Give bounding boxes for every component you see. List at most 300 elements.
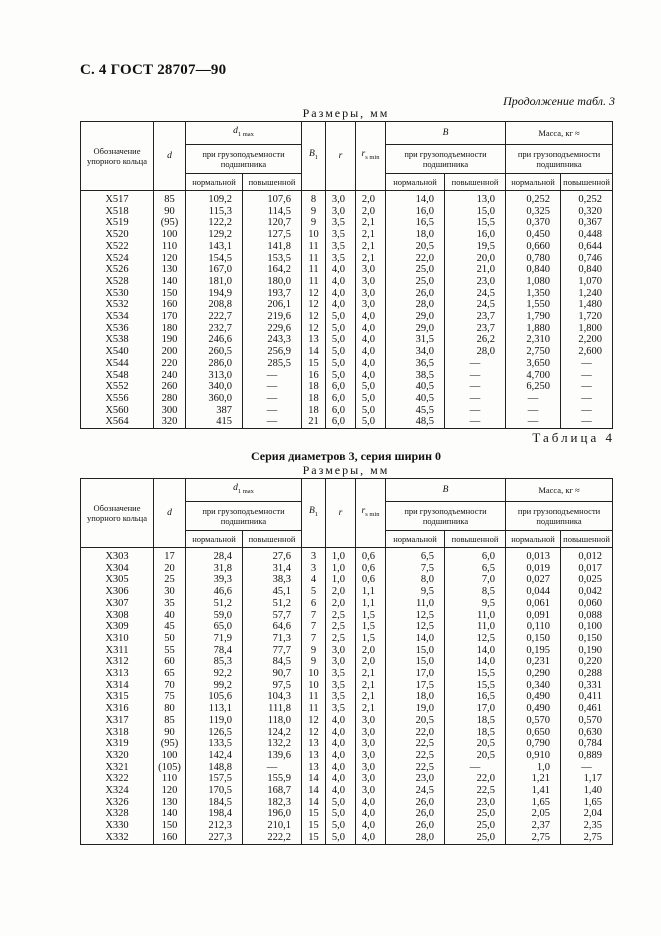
cell-d1-increased: 210,1 [243,820,302,832]
cell-d1-normal: 126,5 [186,727,243,739]
cell-designation: Х536 [81,323,154,335]
cell-b1: 14 [302,773,326,785]
cell-b1: 12 [302,311,326,323]
cell-designation: Х522 [81,241,154,253]
table-row [81,288,613,300]
cell-d: 190 [154,334,186,346]
cell-b-increased: 15,5 [445,217,506,229]
cell-designation: Х328 [81,808,154,820]
cell-b1: 9 [302,645,326,657]
cell-rs-min: 2,1 [356,253,386,265]
cell-rs-min: 3,0 [356,750,386,762]
cell-b1: 13 [302,750,326,762]
cell-r: 3,5 [326,229,356,241]
cell-mass-increased: 0,840 [561,264,613,276]
cell-d1-increased: 256,9 [243,346,302,358]
table-row [81,656,613,668]
table-row [81,548,613,563]
cell-designation: Х312 [81,656,154,668]
cell-b-normal: 29,0 [386,323,445,335]
cell-b-increased: 15,5 [445,680,506,692]
cell-b-normal: 18,0 [386,229,445,241]
cell-d: 90 [154,206,186,218]
cell-mass-normal: 1,21 [506,773,561,785]
cell-d1-increased: 193,7 [243,288,302,300]
cell-mass-increased: 0,320 [561,206,613,218]
cell-designation: Х316 [81,703,154,715]
cell-r: 6,0 [326,405,356,417]
cell-b1: 18 [302,381,326,393]
cell-designation: Х326 [81,797,154,809]
cell-b-increased: 16,0 [445,229,506,241]
cell-mass-normal: 0,061 [506,598,561,610]
cell-d1-increased: 84,5 [243,656,302,668]
cell-r: 4,0 [326,738,356,750]
cell-r: 5,0 [326,311,356,323]
cell-d1-normal: 65,0 [186,621,243,633]
cell-mass-normal: 0,325 [506,206,561,218]
cell-designation: Х518 [81,206,154,218]
cell-rs-min: 3,0 [356,715,386,727]
cell-b-increased: 25,0 [445,832,506,844]
cell-designation: Х308 [81,610,154,622]
table-row [81,586,613,598]
cell-b1: 12 [302,288,326,300]
cell-d1-normal: 232,7 [186,323,243,335]
header-mass: Масса, кг ≈ [506,479,613,502]
cell-designation: Х321 [81,762,154,774]
header-increased: повышенной [445,531,506,548]
cell-b-normal: 7,5 [386,563,445,575]
header-normal: нормальной [386,174,445,191]
table-row [81,299,613,311]
cell-r: 4,0 [326,299,356,311]
cell-designation: Х564 [81,416,154,428]
table-row [81,645,613,657]
cell-rs-min: 3,0 [356,762,386,774]
cell-mass-normal: 0,450 [506,229,561,241]
cell-d1-increased: 182,3 [243,797,302,809]
cell-b-normal: 17,0 [386,668,445,680]
cell-rs-min: 4,0 [356,311,386,323]
table-row [81,323,613,335]
cell-b-increased: 11,0 [445,621,506,633]
cell-rs-min: 0,6 [356,563,386,575]
cell-b-increased: 24,5 [445,299,506,311]
cell-b-normal: 40,5 [386,381,445,393]
cell-d1-normal: 115,3 [186,206,243,218]
header-designation: Обозначение упорного кольца [81,479,154,548]
cell-d1-increased: 111,8 [243,703,302,715]
cell-b1: 3 [302,548,326,563]
cell-d1-increased: 168,7 [243,785,302,797]
cell-d: 75 [154,691,186,703]
cell-b1: 11 [302,691,326,703]
cell-b-increased: 22,0 [445,773,506,785]
cell-designation: Х544 [81,358,154,370]
table-row [81,370,613,382]
cell-b-normal: 26,0 [386,797,445,809]
cell-b1: 4 [302,574,326,586]
header-d: d [154,479,186,548]
cell-mass-increased: 0,784 [561,738,613,750]
header-r: r [326,122,356,191]
header-capacity: при грузоподъемности подшипника [186,502,302,531]
page-header: С. 4 ГОСТ 28707—90 [80,62,227,78]
cell-mass-normal: 0,027 [506,574,561,586]
cell-d1-normal: 122,2 [186,217,243,229]
cell-mass-increased: 0,461 [561,703,613,715]
table-row [81,405,613,417]
table-row [81,346,613,358]
cell-d1-normal: 46,6 [186,586,243,598]
cell-designation: Х520 [81,229,154,241]
cell-b1: 11 [302,276,326,288]
cell-mass-increased: 2,35 [561,820,613,832]
cell-d1-increased: 222,2 [243,832,302,844]
cell-designation: Х538 [81,334,154,346]
cell-b-normal: 22,5 [386,738,445,750]
table-row [81,808,613,820]
cell-designation: Х307 [81,598,154,610]
cell-d1-increased: 118,0 [243,715,302,727]
cell-mass-increased: 1,800 [561,323,613,335]
cell-d: 60 [154,656,186,668]
cell-d1-normal: 340,0 [186,381,243,393]
cell-d1-increased: 155,9 [243,773,302,785]
table-row [81,727,613,739]
cell-b-increased: 15,0 [445,206,506,218]
table-3-continued [80,121,613,429]
cell-rs-min: 1,1 [356,598,386,610]
table-header [81,122,613,191]
header-b1: $B_1$ [302,122,326,191]
header-normal: нормальной [506,531,561,548]
cell-b-increased: 15,5 [445,668,506,680]
cell-mass-increased: 0,367 [561,217,613,229]
cell-d: 130 [154,797,186,809]
table-4 [80,478,613,845]
cell-b1: 15 [302,358,326,370]
cell-designation: Х313 [81,668,154,680]
cell-b-normal: 22,5 [386,750,445,762]
header-capacity: при грузоподъемности подшипника [186,145,302,174]
cell-designation: Х317 [81,715,154,727]
header-rsmin: $r_{s min}$ [356,122,386,191]
cell-mass-normal: 0,150 [506,633,561,645]
cell-b-normal: 36,5 [386,358,445,370]
cell-b-normal: 14,0 [386,633,445,645]
cell-d: 120 [154,253,186,265]
cell-d: 17 [154,548,186,563]
cell-designation: Х540 [81,346,154,358]
cell-mass-normal: 1,080 [506,276,561,288]
cell-d: 25 [154,574,186,586]
cell-b-increased: 12,5 [445,633,506,645]
header-rsmin: $r_{s min}$ [356,479,386,548]
cell-b-normal: 26,0 [386,820,445,832]
cell-d1-normal: 167,0 [186,264,243,276]
header-increased: повышенной [243,174,302,191]
cell-rs-min: 1,1 [356,586,386,598]
cell-r: 3,5 [326,241,356,253]
cell-d1-normal: 133,5 [186,738,243,750]
cell-d1-increased: 153,5 [243,253,302,265]
cell-b-normal: 16,5 [386,217,445,229]
cell-r: 6,0 [326,381,356,393]
cell-mass-normal: — [506,393,561,405]
cell-d1-normal: 157,5 [186,773,243,785]
cell-b1: 15 [302,820,326,832]
cell-mass-increased: — [561,416,613,428]
cell-d1-normal: 39,3 [186,574,243,586]
cell-mass-normal: 0,370 [506,217,561,229]
cell-b1: 21 [302,416,326,428]
cell-d1-increased: 124,2 [243,727,302,739]
cell-mass-normal: — [506,416,561,428]
cell-b1: 3 [302,563,326,575]
cell-d1-increased: 114,5 [243,206,302,218]
cell-d: 40 [154,610,186,622]
cell-b1: 7 [302,621,326,633]
cell-rs-min: 2,1 [356,217,386,229]
cell-b-normal: 40,5 [386,393,445,405]
cell-mass-normal: 2,310 [506,334,561,346]
cell-b-increased: — [445,381,506,393]
cell-d1-increased: — [243,405,302,417]
cell-d: 300 [154,405,186,417]
cell-r: 5,0 [326,323,356,335]
cell-d1-increased: 206,1 [243,299,302,311]
cell-d1-normal: 143,1 [186,241,243,253]
cell-d1-normal: 51,2 [186,598,243,610]
cell-d: 150 [154,820,186,832]
cell-mass-increased: 0,088 [561,610,613,622]
cell-b-increased: 6,0 [445,548,506,563]
cell-b-normal: 29,0 [386,311,445,323]
cell-d1-normal: 59,0 [186,610,243,622]
cell-b-increased: 23,7 [445,323,506,335]
cell-rs-min: 1,5 [356,621,386,633]
header-d1max: $d_{1 max}$ [186,479,302,502]
cell-b-normal: 18,0 [386,691,445,703]
cell-d1-increased: 243,3 [243,334,302,346]
cell-d: 260 [154,381,186,393]
cell-mass-increased: 1,65 [561,797,613,809]
cell-d1-normal: 181,0 [186,276,243,288]
cell-r: 4,0 [326,276,356,288]
cell-d1-increased: — [243,381,302,393]
cell-b-normal: 22,0 [386,727,445,739]
cell-rs-min: 3,0 [356,299,386,311]
cell-mass-normal: 0,091 [506,610,561,622]
cell-r: 4,0 [326,288,356,300]
table-row [81,217,613,229]
cell-d1-normal: 148,8 [186,762,243,774]
cell-designation: Х517 [81,191,154,206]
cell-designation: Х556 [81,393,154,405]
cell-b-increased: 16,5 [445,691,506,703]
table-row [81,191,613,206]
cell-b1: 9 [302,656,326,668]
cell-d1-increased: 180,0 [243,276,302,288]
cell-b-increased: — [445,416,506,428]
cell-designation: Х309 [81,621,154,633]
cell-d: 140 [154,808,186,820]
cell-b1: 14 [302,797,326,809]
cell-b1: 10 [302,680,326,692]
cell-d1-normal: 78,4 [186,645,243,657]
header-normal: нормальной [186,531,243,548]
cell-r: 3,0 [326,645,356,657]
cell-d1-normal: 184,5 [186,797,243,809]
cell-b-increased: 17,0 [445,703,506,715]
header-b: B [386,479,506,502]
cell-d1-increased: 31,4 [243,563,302,575]
cell-mass-increased: 2,600 [561,346,613,358]
cell-r: 2,0 [326,598,356,610]
cell-d1-normal: 415 [186,416,243,428]
cell-mass-increased: 2,200 [561,334,613,346]
cell-mass-normal: 0,290 [506,668,561,680]
cell-designation: Х552 [81,381,154,393]
cell-rs-min: 2,1 [356,229,386,241]
cell-mass-normal: 0,195 [506,645,561,657]
cell-mass-increased: 0,252 [561,191,613,206]
cell-d: 220 [154,358,186,370]
cell-d: 65 [154,668,186,680]
cell-d1-increased: 77,7 [243,645,302,657]
cell-r: 5,0 [326,334,356,346]
cell-d1-normal: 109,2 [186,191,243,206]
cell-d1-increased: 285,5 [243,358,302,370]
header-capacity: при грузоподъемности подшипника [506,502,613,531]
table-row [81,393,613,405]
cell-b-normal: 8,0 [386,574,445,586]
cell-d1-increased: 196,0 [243,808,302,820]
cell-b-normal: 19,0 [386,703,445,715]
cell-mass-increased: 0,570 [561,715,613,727]
cell-b-increased: 23,0 [445,797,506,809]
cell-mass-increased: 0,060 [561,598,613,610]
cell-rs-min: 2,0 [356,645,386,657]
cell-d: (95) [154,738,186,750]
cell-b1: 8 [302,191,326,206]
cell-designation: Х319 [81,738,154,750]
cell-rs-min: 5,0 [356,416,386,428]
cell-r: 4,0 [326,750,356,762]
header-designation: Обозначение упорного кольца [81,122,154,191]
cell-r: 1,0 [326,548,356,563]
cell-b-normal: 22,5 [386,762,445,774]
cell-b1: 7 [302,633,326,645]
cell-rs-min: 4,0 [356,370,386,382]
table-body [81,191,613,429]
cell-mass-increased: 0,012 [561,548,613,563]
cell-b1: 10 [302,229,326,241]
cell-d1-increased: — [243,762,302,774]
cell-r: 2,5 [326,633,356,645]
cell-r: 5,0 [326,358,356,370]
table-row [81,668,613,680]
cell-d: 80 [154,703,186,715]
header-capacity: при грузоподъемности подшипника [386,502,506,531]
cell-rs-min: 5,0 [356,381,386,393]
cell-mass-normal: 0,570 [506,715,561,727]
cell-b-increased: 13,0 [445,191,506,206]
cell-mass-normal: 1,350 [506,288,561,300]
cell-b1: 18 [302,393,326,405]
cell-mass-increased: 0,889 [561,750,613,762]
cell-d1-increased: 64,6 [243,621,302,633]
cell-d: (105) [154,762,186,774]
cell-mass-normal: 0,340 [506,680,561,692]
cell-rs-min: 2,1 [356,680,386,692]
cell-r: 4,0 [326,773,356,785]
cell-mass-increased: 1,720 [561,311,613,323]
header-b: B [386,122,506,145]
cell-rs-min: 4,0 [356,346,386,358]
header-increased: повышенной [561,531,613,548]
cell-mass-normal: 0,790 [506,738,561,750]
cell-d: 70 [154,680,186,692]
cell-b-normal: 38,5 [386,370,445,382]
cell-designation: Х306 [81,586,154,598]
cell-mass-normal: 0,231 [506,656,561,668]
cell-b1: 15 [302,808,326,820]
cell-d1-normal: 194,9 [186,288,243,300]
table-row [81,762,613,774]
cell-r: 3,5 [326,217,356,229]
cell-rs-min: 4,0 [356,323,386,335]
cell-designation: Х320 [81,750,154,762]
cell-d: 130 [154,264,186,276]
cell-b-normal: 9,5 [386,586,445,598]
cell-b1: 9 [302,206,326,218]
cell-d: 100 [154,229,186,241]
cell-rs-min: 2,1 [356,668,386,680]
cell-mass-normal: 1,880 [506,323,561,335]
header-b1: $B_1$ [302,479,326,548]
cell-r: 4,0 [326,264,356,276]
cell-d: 100 [154,750,186,762]
cell-b1: 10 [302,668,326,680]
table-row [81,264,613,276]
table-row [81,691,613,703]
cell-b-normal: 12,5 [386,610,445,622]
cell-b-normal: 28,0 [386,832,445,844]
cell-d1-normal: 142,4 [186,750,243,762]
cell-b1: 13 [302,334,326,346]
header-capacity: при грузоподъемности подшипника [386,145,506,174]
cell-b-increased: 20,5 [445,738,506,750]
cell-rs-min: 2,1 [356,691,386,703]
continuation-label: Продолжение табл. 3 [503,94,615,108]
cell-d1-normal: 129,2 [186,229,243,241]
cell-rs-min: 5,0 [356,393,386,405]
cell-designation: Х524 [81,253,154,265]
cell-mass-increased: 0,150 [561,633,613,645]
cell-d1-increased: 120,7 [243,217,302,229]
cell-mass-normal: 0,019 [506,563,561,575]
cell-mass-normal: 0,490 [506,703,561,715]
cell-b-increased: 7,0 [445,574,506,586]
cell-rs-min: 0,6 [356,574,386,586]
cell-b-increased: 11,0 [445,610,506,622]
cell-mass-normal: 6,250 [506,381,561,393]
cell-r: 1,0 [326,574,356,586]
cell-designation: Х318 [81,727,154,739]
